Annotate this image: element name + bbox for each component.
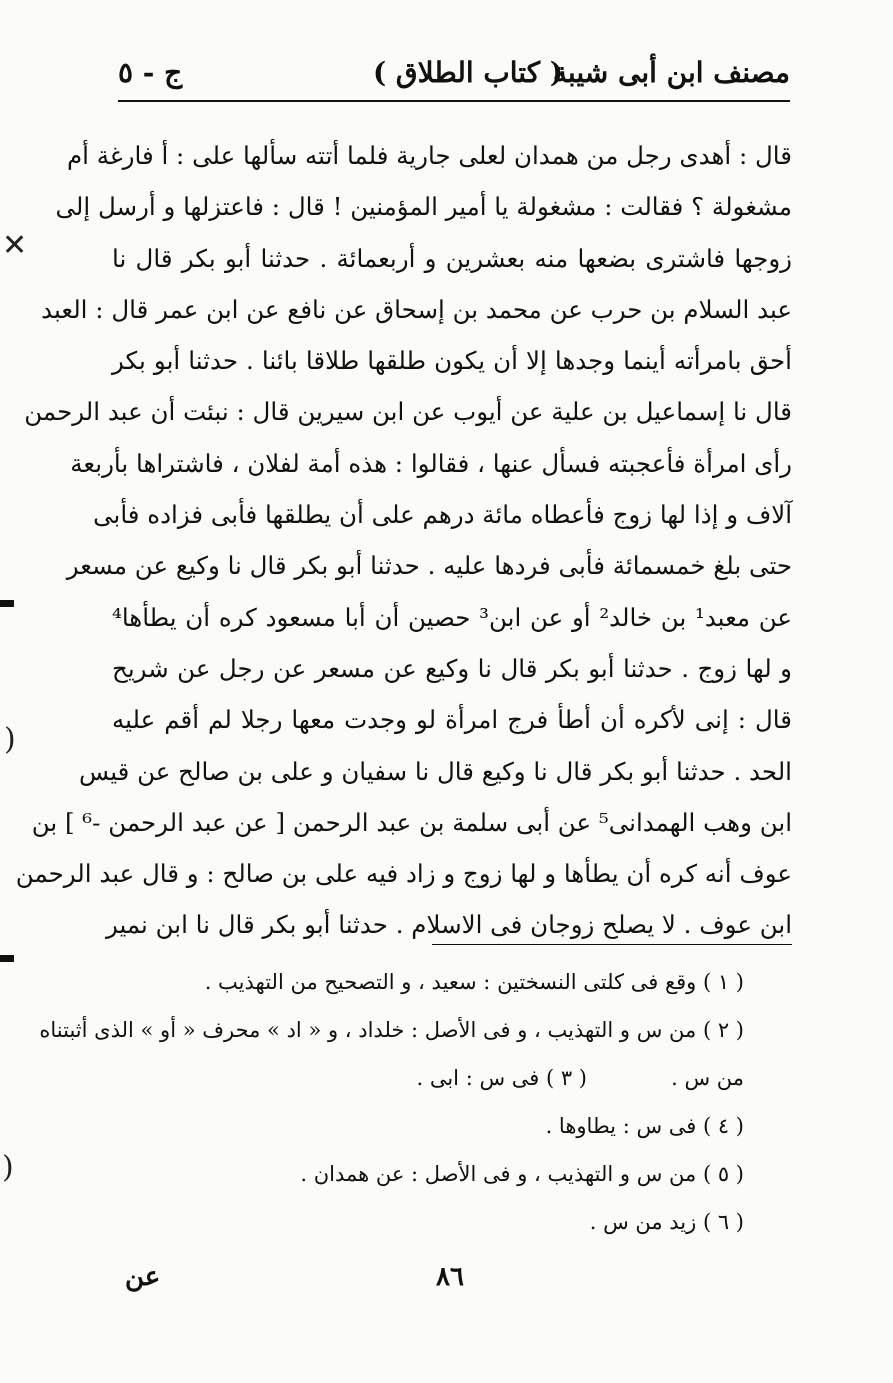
footnote-2-3-row bbox=[112, 1054, 792, 1102]
footnote-5: ( ٥ ) من س و التهذيب ، و فى الأصل : عن همدان . bbox=[300, 1162, 744, 1186]
book-title: مصنف ابن أبى شيبة bbox=[552, 56, 790, 89]
margin-bracket-icon: ) bbox=[2, 1150, 14, 1185]
catchword: عن bbox=[125, 1262, 161, 1292]
text-line: عبد السلام بن حرب عن محمد بن إسحاق عن نافع عن ابن عمر قال : العبد bbox=[41, 294, 792, 324]
text-line: آلاف و إذا لها زوج فأعطاه مائة درهم على أن يطلقها فأبى فزاده فأبى bbox=[93, 500, 792, 530]
text-line: ابن عوف . لا يصلح زوجان فى الاسلام . حدثنا أبو بكر قال نا ابن نمير bbox=[105, 910, 792, 940]
footnote-2: ( ٢ ) من س و التهذيب ، و فى الأصل : خلداد ، و « اد » محرف « أو » الذى أثبتناه bbox=[39, 1018, 744, 1042]
text-line: أحق بامرأته أينما وجدها إلا أن يكون طلقها طلاقا بائنا . حدثنا أبو بكر bbox=[112, 346, 792, 376]
text-line: ابن وهب الهمدانى⁵ عن أبى سلمة بن عبد الرحمن [ عن عبد الرحمن -⁶ ] بن bbox=[31, 807, 792, 837]
page-number: ٨٦ bbox=[436, 1262, 464, 1292]
text-line: قال نا إسماعيل بن علية عن أيوب عن ابن سيرين قال : نبئت أن عبد الرحمن bbox=[24, 397, 792, 427]
footnote-4: ( ٤ ) فى س : يطاوها . bbox=[545, 1114, 744, 1138]
footnote-6: ( ٦ ) زيد من س . bbox=[589, 1210, 744, 1234]
footnote-divider bbox=[432, 944, 792, 945]
text-line: زوجها فاشترى بضعها منه بعشرين و أربعمائة . حدثنا أبو بكر قال نا bbox=[112, 243, 792, 273]
margin-mark-icon: ✕ bbox=[2, 228, 28, 263]
text-line: قال : إنى لأكره أن أطأ فرج امرأة لو وجدت معها رجلا لم أقم عليه bbox=[112, 705, 792, 735]
footnote-3: ( ٣ ) فى س : ابى . bbox=[416, 1066, 587, 1090]
footnote-2-continuation: من س . bbox=[671, 1066, 744, 1090]
text-line: و لها زوج . حدثنا أبو بكر قال نا وكيع عن مسعر عن رجل عن شريح bbox=[112, 653, 792, 683]
footnote-1: ( ١ ) وقع فى كلتى النسختين : سعيد ، و التصحيح من التهذيب . bbox=[204, 970, 744, 994]
scan-edge-mark bbox=[0, 955, 14, 962]
text-line: قال : أهدى رجل من همدان لعلى جارية فلما أتته سألها على : أ فارغة أم bbox=[66, 141, 792, 170]
text-line: الحد . حدثنا أبو بكر قال نا وكيع قال نا سفيان و على بن صالح عن قيس bbox=[78, 756, 792, 786]
main-text bbox=[15, 130, 792, 951]
text-line: عن معبد¹ بن خالد² أو عن ابن³ حصين أن أبا مسعود كره أن يطأها⁴ bbox=[112, 602, 792, 632]
volume-number: ج - ٥ bbox=[118, 56, 183, 89]
text-line: رأى امرأة فأعجبته فسأل عنها ، فقالوا : هذه أمة لفلان ، فاشتراها بأربعة bbox=[70, 448, 792, 478]
margin-bracket-icon: ) bbox=[4, 722, 16, 757]
running-header bbox=[118, 56, 790, 102]
chapter-title: ( كتاب الطلاق ) bbox=[372, 56, 564, 89]
scan-edge-mark bbox=[0, 600, 14, 607]
footnotes bbox=[39, 958, 792, 1246]
text-line: عوف أنه كره أن يطأها و لها زوج و زاد فيه على بن صالح : و قال عبد الرحمن bbox=[15, 859, 792, 889]
text-line: حتى بلغ خمسمائة فأبى فردها عليه . حدثنا أبو بكر قال نا وكيع عن مسعر bbox=[66, 551, 792, 581]
text-line: مشغولة ؟ فقالت : مشغولة يا أمير المؤمنين ! قال : فاعتزلها و أرسل إلى bbox=[55, 192, 792, 222]
